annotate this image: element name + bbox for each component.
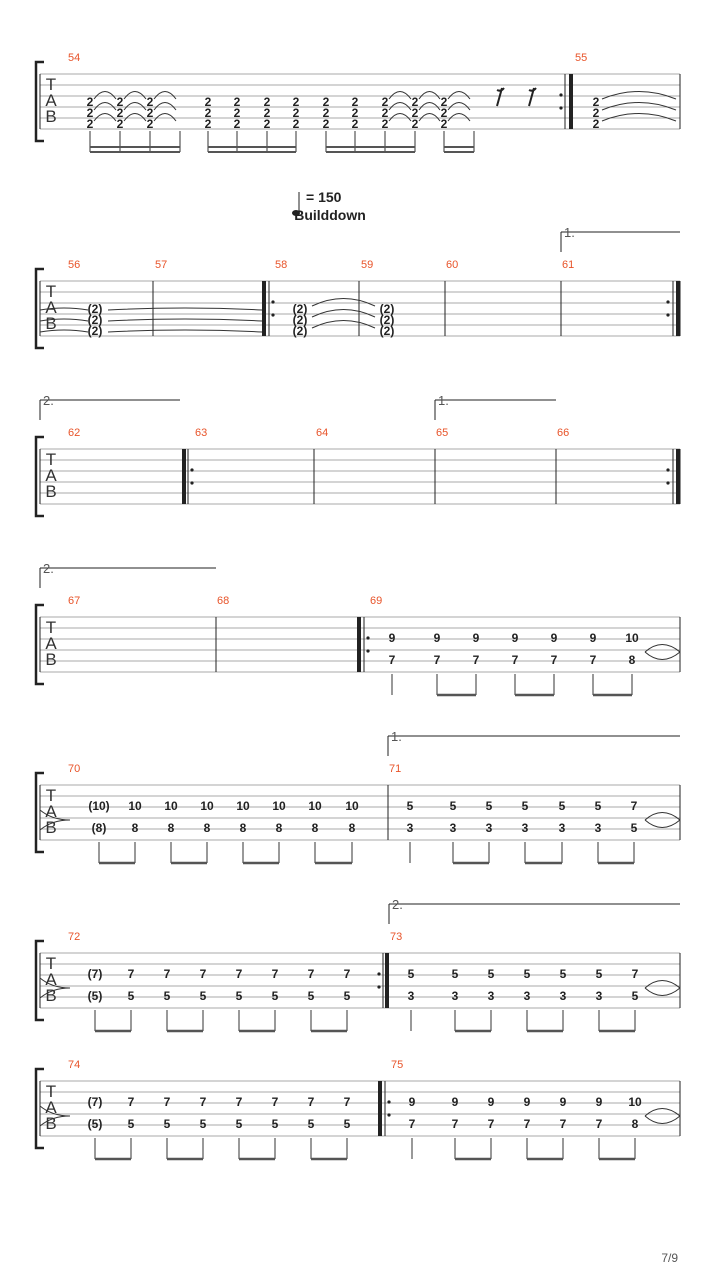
fret-number: (2) — [292, 313, 308, 327]
fret-number: 5 — [559, 967, 567, 981]
tie-arc — [154, 92, 176, 100]
fret-number: 7 — [559, 1117, 567, 1131]
fret-number: 7 — [271, 1095, 279, 1109]
fret-number: 9 — [550, 631, 558, 645]
fret-number: 5 — [127, 1117, 135, 1131]
tie-arc — [448, 103, 470, 111]
fret-number: 5 — [271, 1117, 279, 1131]
fret-number: 3 — [594, 821, 602, 835]
tie-arc — [154, 103, 176, 111]
fret-number: 5 — [594, 799, 602, 813]
fret-number: 8 — [628, 653, 636, 667]
tab-clef-letter: T — [45, 618, 57, 637]
slide-arc — [645, 981, 680, 996]
measure-number: 68 — [217, 595, 230, 607]
fret-number: 2 — [411, 106, 419, 120]
tie-arc — [602, 103, 676, 111]
fret-number: (10) — [88, 799, 110, 813]
fret-number: 2 — [116, 117, 124, 131]
fret-number: (2) — [379, 313, 395, 327]
fret-number: 10 — [164, 799, 178, 813]
fret-number: 2 — [381, 117, 389, 131]
fret-number: 5 — [523, 967, 531, 981]
fret-number: 9 — [487, 1095, 495, 1109]
fret-number: 5 — [307, 989, 315, 1003]
tab-clef-letter: T — [45, 1082, 57, 1101]
fret-number: 8 — [203, 821, 211, 835]
tie-arc — [108, 308, 262, 310]
fret-number: 2 — [116, 106, 124, 120]
repeat-dot — [271, 300, 274, 303]
slide-arc — [645, 645, 680, 653]
fret-number: 5 — [630, 821, 638, 835]
fret-number: (2) — [292, 324, 308, 338]
fret-number: 9 — [589, 631, 597, 645]
tie-arc — [419, 92, 440, 100]
repeat-dot — [666, 313, 669, 316]
tie-arc — [94, 114, 116, 122]
measure-number: 71 — [389, 763, 402, 775]
measure-number: 64 — [316, 427, 329, 439]
slide-arc — [645, 813, 680, 828]
fret-number: 2 — [86, 95, 94, 109]
repeat-dot — [666, 468, 669, 471]
fret-number: 7 — [343, 967, 351, 981]
measure-number: 56 — [68, 259, 81, 271]
fret-number: 2 — [592, 117, 600, 131]
fret-number: 7 — [343, 1095, 351, 1109]
volta-label: 2. — [43, 561, 54, 576]
tab-clef-letter: A — [45, 91, 57, 110]
fret-number: 8 — [131, 821, 139, 835]
tab-clef-letter: B — [45, 650, 57, 669]
measure-number: 63 — [195, 427, 208, 439]
fret-number: 2 — [351, 95, 359, 109]
fret-number: 7 — [408, 1117, 416, 1131]
fret-number: 7 — [451, 1117, 459, 1131]
fret-number: 7 — [199, 967, 207, 981]
rest-symbol — [497, 88, 504, 106]
repeat-dot — [666, 481, 669, 484]
fret-number: 9 — [595, 1095, 603, 1109]
fret-number: (7) — [87, 967, 103, 981]
measure-number: 65 — [436, 427, 449, 439]
repeat-dot — [190, 468, 193, 471]
fret-number: 5 — [199, 1117, 207, 1131]
tie-arc — [154, 114, 176, 122]
fret-number: 3 — [487, 989, 495, 1003]
fret-number: 2 — [351, 117, 359, 131]
fret-number: 9 — [433, 631, 441, 645]
fret-number: 5 — [407, 967, 415, 981]
fret-number: 10 — [308, 799, 322, 813]
tie-arc — [124, 92, 146, 100]
fret-number: 7 — [127, 1095, 135, 1109]
fret-number: 2 — [351, 106, 359, 120]
measure-number: 66 — [557, 427, 570, 439]
repeat-dot — [559, 93, 562, 96]
tab-clef-letter: A — [45, 1098, 57, 1117]
tie-arc — [389, 92, 411, 100]
fret-number: 7 — [523, 1117, 531, 1131]
fret-number: 2 — [440, 95, 448, 109]
fret-number: 7 — [235, 1095, 243, 1109]
fret-number: 5 — [163, 989, 171, 1003]
fret-number: 7 — [472, 653, 480, 667]
fret-number: 5 — [343, 1117, 351, 1131]
fret-number: 5 — [595, 967, 603, 981]
fret-number: 8 — [167, 821, 175, 835]
fret-number: 2 — [263, 117, 271, 131]
repeat-dot — [190, 481, 193, 484]
fret-number: 7 — [595, 1117, 603, 1131]
volta-label: 1. — [391, 729, 402, 744]
fret-number: 2 — [411, 117, 419, 131]
measure-number: 67 — [68, 595, 81, 607]
measure-number: 57 — [155, 259, 168, 271]
fret-number: 9 — [511, 631, 519, 645]
fret-number: 5 — [449, 799, 457, 813]
fret-number: 5 — [487, 967, 495, 981]
tie-arc — [419, 114, 440, 122]
fret-number: 10 — [200, 799, 214, 813]
fret-number: 7 — [511, 653, 519, 667]
fret-number: 7 — [589, 653, 597, 667]
fret-number: 2 — [233, 95, 241, 109]
tempo-marking: = 150 — [306, 189, 342, 205]
tie-arc — [602, 114, 676, 122]
fret-number: (2) — [379, 302, 395, 316]
tab-clef-letter: B — [45, 986, 57, 1005]
measure-number: 59 — [361, 259, 374, 271]
fret-number: 2 — [86, 106, 94, 120]
fret-number: 2 — [263, 106, 271, 120]
fret-number: 3 — [595, 989, 603, 1003]
tab-clef-letter: A — [45, 970, 57, 989]
fret-number: 2 — [204, 117, 212, 131]
tab-clef-letter: A — [45, 466, 57, 485]
fret-number: 3 — [558, 821, 566, 835]
tie-arc — [389, 103, 411, 111]
measure-number: 61 — [562, 259, 575, 271]
tie-arc — [419, 103, 440, 111]
fret-number: (2) — [87, 324, 103, 338]
fret-number: 2 — [233, 106, 241, 120]
fret-number: 5 — [199, 989, 207, 1003]
fret-number: 2 — [116, 95, 124, 109]
tab-clef-letter: B — [45, 107, 57, 126]
fret-number: (5) — [87, 1117, 103, 1131]
fret-number: 2 — [292, 106, 300, 120]
fret-number: 2 — [411, 95, 419, 109]
fret-number: (5) — [87, 989, 103, 1003]
fret-number: 5 — [235, 989, 243, 1003]
fret-number: 7 — [235, 967, 243, 981]
fret-number: 2 — [322, 95, 330, 109]
fret-number: 9 — [559, 1095, 567, 1109]
fret-number: 3 — [407, 989, 415, 1003]
tie-arc — [602, 92, 676, 100]
tie-arc — [108, 330, 262, 332]
volta-label: 1. — [438, 393, 449, 408]
fret-number: 7 — [163, 1095, 171, 1109]
measure-number: 58 — [275, 259, 288, 271]
slide-arc — [645, 652, 680, 660]
tab-clef-letter: A — [45, 634, 57, 653]
fret-number: 5 — [343, 989, 351, 1003]
fret-number: 3 — [485, 821, 493, 835]
fret-number: 10 — [625, 631, 639, 645]
measure-number: 75 — [391, 1059, 404, 1071]
fret-number: 5 — [406, 799, 414, 813]
tab-clef-letter: T — [45, 786, 57, 805]
fret-number: 7 — [631, 967, 639, 981]
repeat-dot — [387, 1100, 390, 1103]
measure-number: 54 — [68, 52, 81, 64]
measure-number: 60 — [446, 259, 459, 271]
fret-number: 8 — [275, 821, 283, 835]
fret-number: 3 — [559, 989, 567, 1003]
fret-number: 2 — [233, 117, 241, 131]
fret-number: 8 — [631, 1117, 639, 1131]
measure-number: 74 — [68, 1059, 81, 1071]
tie-arc — [448, 92, 470, 100]
fret-number: 2 — [592, 106, 600, 120]
fret-number: 2 — [146, 95, 154, 109]
fret-number: 7 — [127, 967, 135, 981]
rest-symbol — [529, 88, 536, 106]
tab-clef-letter: T — [45, 282, 57, 301]
measure-number: 62 — [68, 427, 81, 439]
fret-number: 3 — [521, 821, 529, 835]
measure-number: 70 — [68, 763, 81, 775]
tab-clef-letter: A — [45, 802, 57, 821]
tie-arc — [312, 310, 375, 318]
fret-number: (2) — [87, 313, 103, 327]
volta-label: 2. — [392, 897, 403, 912]
fret-number: (2) — [292, 302, 308, 316]
fret-number: 10 — [628, 1095, 642, 1109]
fret-number: 9 — [451, 1095, 459, 1109]
fret-number: 2 — [440, 117, 448, 131]
tab-clef-letter: A — [45, 298, 57, 317]
fret-number: 2 — [322, 106, 330, 120]
tie-arc — [124, 114, 146, 122]
fret-number: 2 — [204, 106, 212, 120]
fret-number: (2) — [379, 324, 395, 338]
fret-number: 7 — [271, 967, 279, 981]
fret-number: 5 — [631, 989, 639, 1003]
fret-number: 7 — [433, 653, 441, 667]
tab-clef-letter: B — [45, 482, 57, 501]
repeat-dot — [559, 106, 562, 109]
measure-number: 55 — [575, 52, 588, 64]
tab-clef-letter: B — [45, 818, 57, 837]
fret-number: 9 — [388, 631, 396, 645]
tab-clef-letter: T — [45, 75, 57, 94]
tie-arc — [448, 114, 470, 122]
tie-arc — [94, 103, 116, 111]
fret-number: (8) — [91, 821, 107, 835]
fret-number: (7) — [87, 1095, 103, 1109]
fret-number: (2) — [87, 302, 103, 316]
fret-number: 3 — [406, 821, 414, 835]
fret-number: 9 — [472, 631, 480, 645]
fret-number: 8 — [348, 821, 356, 835]
fret-number: 5 — [163, 1117, 171, 1131]
fret-number: 5 — [307, 1117, 315, 1131]
tab-clef-letter: B — [45, 1114, 57, 1133]
tie-arc — [94, 92, 116, 100]
volta-label: 1. — [564, 225, 575, 240]
fret-number: 10 — [272, 799, 286, 813]
fret-number: 5 — [521, 799, 529, 813]
fret-number: 8 — [239, 821, 247, 835]
fret-number: 5 — [558, 799, 566, 813]
fret-number: 3 — [523, 989, 531, 1003]
fret-number: 2 — [322, 117, 330, 131]
repeat-dot — [387, 1113, 390, 1116]
fret-number: 2 — [440, 106, 448, 120]
repeat-dot — [366, 649, 369, 652]
fret-number: 7 — [307, 967, 315, 981]
slide-arc — [645, 1109, 680, 1124]
fret-number: 2 — [592, 95, 600, 109]
repeat-dot — [377, 985, 380, 988]
fret-number: 2 — [292, 95, 300, 109]
fret-number: 9 — [408, 1095, 416, 1109]
tie-arc — [124, 103, 146, 111]
measure-number: 72 — [68, 931, 81, 943]
fret-number: 2 — [204, 95, 212, 109]
fret-number: 8 — [311, 821, 319, 835]
fret-number: 7 — [163, 967, 171, 981]
repeat-dot — [271, 313, 274, 316]
fret-number: 2 — [381, 95, 389, 109]
tie-arc — [108, 319, 262, 321]
fret-number: 7 — [199, 1095, 207, 1109]
fret-number: 7 — [307, 1095, 315, 1109]
fret-number: 2 — [263, 95, 271, 109]
repeat-dot — [377, 972, 380, 975]
fret-number: 5 — [485, 799, 493, 813]
fret-number: 2 — [381, 106, 389, 120]
fret-number: 10 — [345, 799, 359, 813]
fret-number: 3 — [449, 821, 457, 835]
fret-number: 9 — [523, 1095, 531, 1109]
fret-number: 5 — [271, 989, 279, 1003]
repeat-dot — [366, 636, 369, 639]
fret-number: 3 — [451, 989, 459, 1003]
repeat-dot — [666, 300, 669, 303]
fret-number: 5 — [451, 967, 459, 981]
volta-label: 2. — [43, 393, 54, 408]
fret-number: 7 — [487, 1117, 495, 1131]
fret-number: 2 — [86, 117, 94, 131]
fret-number: 5 — [235, 1117, 243, 1131]
measure-number: 69 — [370, 595, 383, 607]
tie-arc — [312, 321, 375, 329]
fret-number: 7 — [388, 653, 396, 667]
fret-number: 2 — [146, 106, 154, 120]
fret-number: 10 — [236, 799, 250, 813]
fret-number: 10 — [128, 799, 142, 813]
tie-arc — [312, 299, 375, 307]
page-number: 7/9 — [661, 1251, 678, 1265]
tab-clef-letter: B — [45, 314, 57, 333]
fret-number: 2 — [146, 117, 154, 131]
fret-number: 7 — [630, 799, 638, 813]
tie-arc — [389, 114, 411, 122]
fret-number: 7 — [550, 653, 558, 667]
tab-clef-letter: T — [45, 450, 57, 469]
fret-number: 5 — [127, 989, 135, 1003]
tab-clef-letter: T — [45, 954, 57, 973]
measure-number: 73 — [390, 931, 403, 943]
section-label: Builddown — [294, 207, 366, 223]
fret-number: 2 — [292, 117, 300, 131]
